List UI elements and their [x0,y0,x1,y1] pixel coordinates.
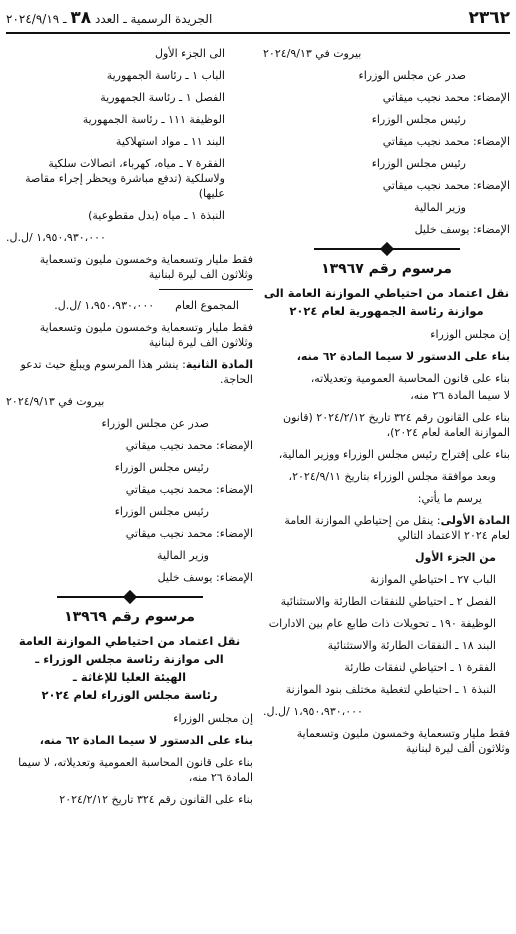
page-number: ٢٣٦٢ [468,8,510,28]
total-rule [159,289,253,290]
total-line [6,298,253,313]
signature: الإمضاء: محمد نجيب ميقاتي [382,91,510,104]
budget-item: البند ١٨ ـ النفقات الطارئة والاستثنائية [327,639,496,652]
decree-title: مرسوم رقم ١٣٩٦٧ [321,261,452,277]
decree-subtitle-line-2: الى موازنة رئاسة مجلس الوزراء ـ [35,652,224,666]
article-1-text: : ينقل من إحتياطي الموازنة العامة لعام ٢٠٢٤ الاعتماد التالي [284,514,510,542]
council-heading: إن مجلس الوزراء [430,328,510,341]
issued-by: صدر عن مجلس الوزراء [101,417,209,430]
minister-signature: الإمضاء: يوسف خليل [157,571,253,584]
from-part: من الجزء الأول [414,551,496,564]
article-2-label: المادة الثانية [185,358,253,371]
article-1-label: المادة الأولى [440,514,510,527]
section-ornament [6,592,253,602]
basis-proposal: بناء على إقتراح رئيس مجلس الوزراء ووزير المالية، [278,448,510,461]
right-column [263,46,510,763]
decree-subtitle: نقل اعتماد من احتياطي الموازنة العامة الى موازنة رئاسة الجمهورية لعام ٢٠٢٤ [263,286,510,318]
place-date: بيروت في ٢٠٢٤/٩/١٣ [263,47,362,60]
amount: ١،٩٥٠،٩٣٠،٠٠٠ /ل.ل. [263,705,363,718]
council-heading: إن مجلس الوزراء [173,712,253,725]
signature: الإمضاء: محمد نجيب ميقاتي [125,439,253,452]
budget-paragraph: الفقرة ١ ـ احتياطي لنفقات طارئة [344,661,496,674]
article-1 [263,513,510,543]
place-date: بيروت في ٢٠٢٤/٩/١٣ [6,395,105,408]
header-rule [6,32,510,34]
gazette-name: الجريدة الرسمية ـ العدد [94,12,213,26]
total-amount: ١،٩٥٠،٩٣٠،٠٠٠ /ل.ل. [54,299,155,312]
masthead [6,8,212,28]
section-ornament [263,244,510,254]
basis-law: بناء على القانون رقم ٣٢٤ تاريخ ٢٠٢٤/٢/١٢ (قانون الموازنة العامة لعام ٢٠٢٤)، [283,411,510,439]
pm-title: رئيس مجلس الوزراء [114,505,209,518]
basis-approval: وبعد موافقة مجلس الوزراء بتاريخ ٢٠٢٤/٩/١١، [288,470,496,483]
minister-title: وزير المالية [414,201,466,214]
to-part: الى الجزء الأول [155,47,225,60]
budget-chapter: الباب ٢٧ ـ احتياطي الموازنة [369,573,496,586]
page-header [6,6,510,30]
budget-chapter: الباب ١ ـ رئاسة الجمهورية [106,69,225,82]
basis-accounting: بناء على قانون المحاسبة العمومية وتعديلاته، [310,372,510,385]
basis-law: بناء على القانون رقم ٣٢٤ تاريخ ٢٠٢٤/٢/١٢ [59,793,253,806]
decree-subtitle-line-4: رئاسة مجلس الوزراء لعام ٢٠٢٤ [41,688,218,702]
pm-title: رئيس مجلس الوزراء [371,157,466,170]
budget-function: الوظيفة ١١١ ـ رئاسة الجمهورية [82,113,225,126]
amount-words: فقط مليار وتسعماية وخمسون مليون وتسعماية وثلاثون ألف ليرة لبنانية [296,727,510,755]
decree-title: مرسوم رقم ١٣٩٦٩ [64,609,195,625]
pm-title: رئيس مجلس الوزراء [114,461,209,474]
budget-paragraph: الفقرة ٧ ـ مياه، كهرباء، اتصالات سلكية ولاسلكية (تدفع مباشرة ويحظر إجراء مقاصة عليها) [25,157,225,200]
amount-words: فقط مليار وتسعماية وخمسون مليون وتسعماية وثلاثون الف ليرة لبنانية [39,253,253,281]
left-column [6,46,253,814]
total-words: فقط مليار وتسعماية وخمسون مليون وتسعماية وثلاثون الف ليرة لبنانية [39,321,253,349]
budget-subitem: النبذة ١ ـ مياه (بدل مقطوعية) [88,209,225,222]
signature: الإمضاء: محمد نجيب ميقاتي [382,179,510,192]
decree-subtitle-line-3: الهيئة العليا للإغاثة ـ [72,670,187,684]
budget-function: الوظيفة ١٩٠ ـ تحويلات ذات طابع عام بين الادارات [268,617,496,630]
budget-section: الفصل ١ ـ رئاسة الجمهورية [100,91,225,104]
pm-title: رئيس مجلس الوزراء [371,113,466,126]
signature: الإمضاء: محمد نجيب ميقاتي [125,483,253,496]
budget-section: الفصل ٢ ـ احتياطي للنفقات الطارئة والاستثنائية [280,595,496,608]
issue-number: ٣٨ [70,8,92,28]
minister-signature: الإمضاء: يوسف خليل [414,223,510,236]
article-2 [6,357,253,387]
signature: الإمضاء: محمد نجيب ميقاتي [382,135,510,148]
basis-accounting-cont: لا سيما المادة ٢٦ منه، [410,389,510,402]
decree-subtitle-line-1: نقل اعتماد من احتياطي الموازنة العامة [18,634,241,648]
basis-constitution: بناء على الدستور لا سيما المادة ٦٢ منه، [39,734,253,747]
issue-date: ـ ٢٠٢٤/٩/١٩ [6,12,67,26]
decrees-heading: يرسم ما يأتي: [417,492,482,505]
basis-accounting: بناء على قانون المحاسبة العمومية وتعديلاته، لا سيما المادة ٢٦ منه، [18,756,253,784]
minister-title: وزير المالية [157,549,209,562]
issued-by: صدر عن مجلس الوزراء [358,69,466,82]
amount: ١،٩٥٠،٩٣٠،٠٠٠ /ل.ل. [6,231,106,244]
budget-subitem: النبذة ١ ـ احتياطي لتغطية مختلف بنود الموازنة [285,683,496,696]
budget-item: البند ١١ ـ مواد استهلاكية [115,135,225,148]
signature: الإمضاء: محمد نجيب ميقاتي [125,527,253,540]
article-2-text: : ينشر هذا المرسوم ويبلغ حيث تدعو الحاجة. [20,358,253,386]
basis-constitution: بناء على الدستور لا سيما المادة ٦٢ منه، [296,350,510,363]
total-label: المجموع العام [175,299,239,312]
